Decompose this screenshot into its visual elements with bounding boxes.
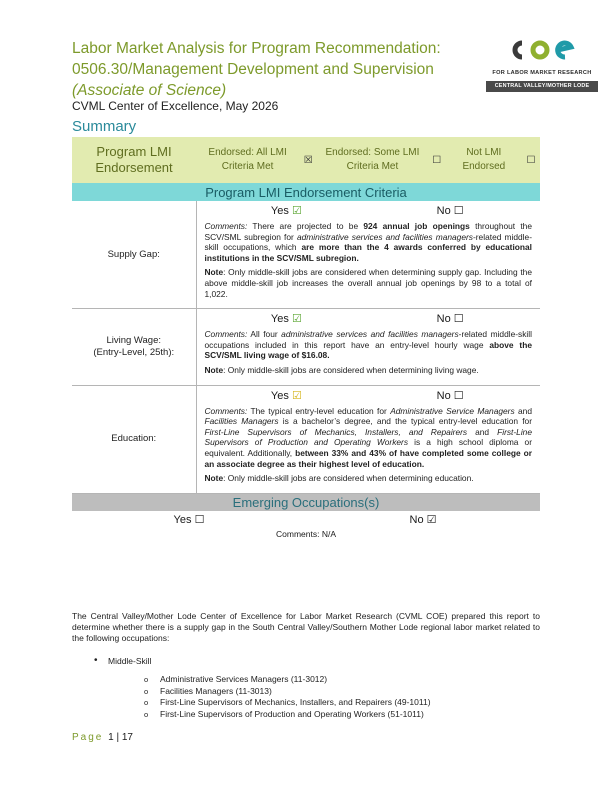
comment-italic: administrative services and facilities managers	[296, 231, 473, 242]
emerging-no-checkbox[interactable]: ☑	[426, 514, 437, 527]
endorsement-row	[72, 137, 540, 183]
living-wage-no	[368, 312, 532, 325]
comment-bold: 924 annual job openings	[363, 221, 470, 231]
living-wage-comment	[205, 329, 533, 361]
comment-italic: First-Line Supervisors of Production and Operating Workers	[204, 426, 532, 448]
comment-italic: First-Line Supervisors of Mechanics, Installers, and Repairers	[204, 426, 468, 437]
emerging-no	[306, 513, 540, 526]
list-item: o First-Line Supervisors of Production and Operating Workers (51-1011)	[160, 709, 431, 721]
list-item: o Administrative Services Managers (11-3012)	[160, 674, 431, 686]
yes-label: Yes	[270, 389, 289, 402]
emerging-comment: Comments: N/A	[276, 529, 336, 540]
supply-gap-comment	[205, 221, 533, 263]
endorsement-label: Program LMI Endorsement	[72, 137, 196, 183]
note-text: : Only middle-skill jobs are considered when determining education.	[223, 473, 474, 484]
emerging-body	[72, 511, 540, 541]
note-prefix: Note	[204, 267, 224, 278]
list-item: o First-Line Supervisors of Mechanics, Installers, and Repairers (49-1011)	[160, 697, 431, 709]
title-line-1: Labor Market Analysis for Program Recommendation:	[72, 40, 441, 57]
supply-gap-note	[205, 267, 533, 299]
title-line-2: 0506.30/Management Development and Supervision	[72, 61, 434, 78]
supply-gap-no	[368, 204, 532, 217]
logo-band: CENTRAL VALLEY/MOTHER LODE	[486, 81, 598, 92]
criteria-header-row	[72, 183, 540, 201]
coe-logo	[486, 38, 598, 98]
comment-bold: between 33% and 43% of have completed some college or an associate degree as their highest level of education.	[204, 447, 532, 469]
education-yes	[205, 389, 369, 402]
emerging-yesno	[72, 513, 540, 526]
option-some-met: Endorsed: Some LMI Criteria Met	[317, 137, 427, 183]
comment-text: and	[467, 426, 498, 437]
living-wage-row	[72, 309, 540, 385]
living-wage-yes-checkbox[interactable]: ☑	[291, 313, 302, 326]
page-word: Page	[72, 732, 104, 743]
intro-paragraph: The Central Valley/Mother Lode Center of Excellence for Labor Market Research (CVML COE) prepared this report to determine whether there is a supply gap in the South Central Valley/Southern Mother Lode regional labor market related to the following occupations:	[72, 611, 540, 643]
comment-italic: Facilities Managers	[204, 416, 279, 427]
education-comment	[205, 406, 533, 470]
comment-text: -related middle-skill occupations, which	[204, 231, 532, 253]
no-label: No	[436, 389, 451, 402]
education-yesno	[205, 389, 533, 402]
comment-text: is a high school diploma or equivalent. Additionally,	[204, 437, 532, 458]
page-number: 1 | 17	[108, 732, 133, 743]
coe-logo-icon	[508, 38, 578, 62]
comment-text: and	[514, 405, 532, 416]
comment-bold: are more than the 4 awards conferred by educational institutions in the SCV/SML subregion.	[204, 242, 533, 263]
comment-text: All four	[247, 329, 282, 340]
emerging-header-row	[72, 493, 540, 511]
emerging-yes-checkbox[interactable]: ☐	[194, 514, 205, 527]
checkbox-some-met[interactable]: ☐	[428, 137, 446, 183]
note-prefix: Note	[204, 473, 224, 484]
living-wage-yesno	[205, 312, 533, 325]
bullet-middle-skill: • Middle-Skill	[108, 656, 151, 666]
comment-text: The typical entry-level education for	[247, 405, 391, 416]
comment-prefix: Comments:	[204, 405, 248, 416]
emerging-body-row	[72, 511, 540, 541]
report-subtitle: CVML Center of Excellence, May 2026	[72, 99, 279, 113]
comment-text: throughout the SCV/SML subregion for	[204, 221, 532, 242]
comment-prefix: Comments:	[204, 221, 248, 231]
occupation-list	[160, 674, 431, 720]
comment-italic: administrative services and facilities managers	[281, 329, 459, 340]
supply-gap-label: Supply Gap:	[72, 201, 196, 309]
logo-subtitle: FOR LABOR MARKET RESEARCH	[492, 70, 592, 76]
supply-gap-yes	[205, 204, 369, 217]
option-not-endorsed: Not LMI Endorsed	[446, 137, 522, 183]
supply-gap-yesno	[205, 204, 533, 217]
living-wage-yes	[205, 312, 369, 325]
supply-gap-yes-checkbox[interactable]: ☑	[291, 205, 302, 217]
no-label: No	[409, 514, 424, 527]
checkbox-not-endorsed[interactable]: ☐	[522, 137, 540, 183]
education-note	[205, 473, 533, 484]
yes-label: Yes	[173, 514, 192, 527]
criteria-heading: Program LMI Endorsement Criteria	[72, 183, 540, 201]
no-label: No	[436, 313, 451, 326]
education-body	[196, 385, 540, 493]
education-no	[368, 389, 532, 402]
education-yes-checkbox[interactable]: ☑	[291, 389, 302, 402]
living-wage-label	[72, 309, 196, 385]
comment-text: -related middle-skill occupations included in this report have an entry-level hourly wage	[204, 329, 532, 350]
option-all-met: Endorsed: All LMI Criteria Met	[196, 137, 299, 183]
living-wage-body	[196, 309, 540, 385]
note-prefix: Note	[204, 364, 224, 375]
page-footer	[72, 732, 133, 743]
note-text: : Only middle-skill jobs are considered when determining living wage.	[223, 364, 479, 375]
living-wage-note	[205, 365, 533, 376]
living-wage-no-checkbox[interactable]: ☐	[453, 313, 464, 326]
yes-label: Yes	[270, 205, 289, 217]
checkbox-all-met[interactable]: ☒	[299, 137, 317, 183]
no-label: No	[436, 205, 451, 217]
supply-gap-no-checkbox[interactable]: ☐	[453, 205, 464, 217]
living-wage-label-line2: (Entry-Level, 25th):	[93, 346, 175, 358]
title-line-3: (Associate of Science)	[72, 82, 227, 99]
note-text: : Only middle-skill jobs are considered when determining supply gap. Including the above middle-skill job increases the overall annual job openings by 98 to a total of 1,022.	[204, 267, 532, 299]
supply-gap-row	[72, 201, 540, 309]
summary-heading: Summary	[72, 118, 137, 135]
supply-gap-body	[196, 201, 540, 309]
emerging-yes	[72, 513, 306, 526]
education-label: Education:	[72, 385, 196, 493]
education-no-checkbox[interactable]: ☐	[453, 389, 464, 402]
comment-bold: above the SCV/SML living wage of $16.08.	[204, 339, 532, 361]
comment-prefix: Comments:	[204, 329, 248, 340]
summary-table	[72, 137, 540, 541]
comment-italic: Administrative Service Managers	[390, 405, 515, 416]
emerging-heading: Emerging Occupations(s)	[72, 493, 540, 511]
comment-text: is a bachelor’s degree, and the typical entry-level education for	[278, 416, 532, 427]
yes-label: Yes	[270, 313, 289, 326]
comment-text: There are projected to be	[247, 221, 364, 231]
report-title	[72, 38, 472, 101]
education-row	[72, 385, 540, 493]
list-item: o Facilities Managers (11-3013)	[160, 686, 431, 698]
living-wage-label-line1: Living Wage:	[106, 334, 162, 346]
